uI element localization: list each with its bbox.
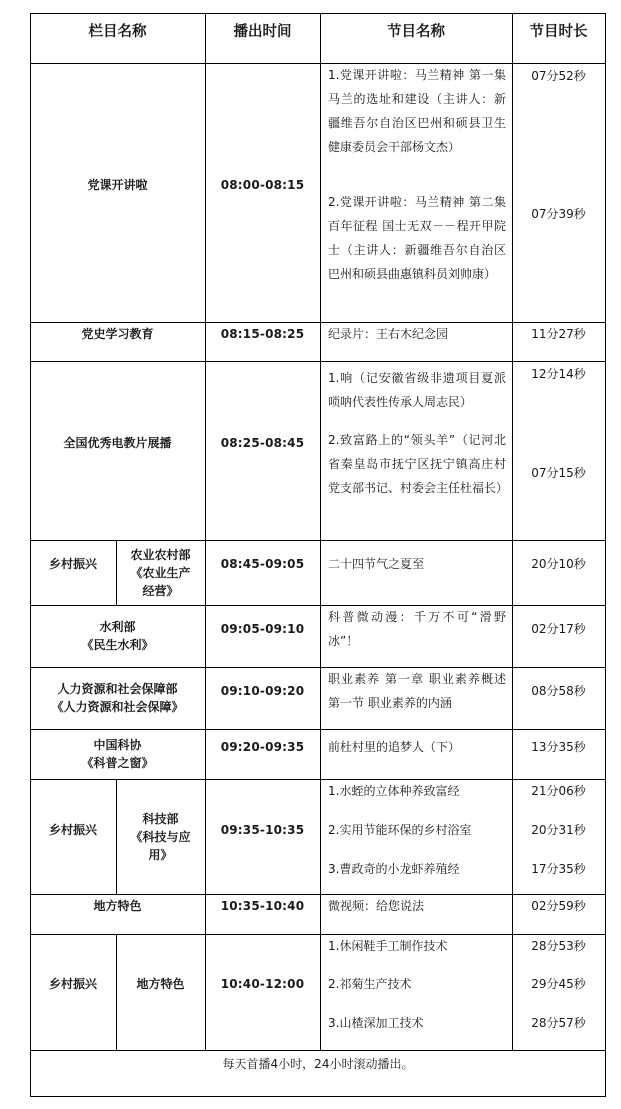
program-title: 3.曹政奇的小龙虾养殖经 [328, 862, 460, 876]
column-subname-line: 《科技与应 [130, 829, 191, 844]
column-name-line: 人力资源和社会保障部 [57, 682, 178, 696]
column-name: 党课开讲啦 [87, 178, 148, 192]
program-duration: 08分58秒 [531, 684, 586, 698]
header-program: 节目名称 [387, 24, 445, 40]
column-subname-line: 《农业生产 [130, 565, 191, 580]
column-name-line: 中国科协 [93, 738, 142, 752]
column-name [30, 667, 205, 729]
program-duration: 11分27秒 [531, 327, 586, 341]
column-subname: 地方特色 [136, 977, 185, 991]
column-name-line: 《民生水利》 [81, 638, 154, 652]
column-name-line: 《人力资源和社会保障》 [51, 700, 184, 714]
program-title: 二十四节气之夏至 [328, 557, 425, 571]
program-title: 微视频：给您说法 [328, 899, 425, 913]
air-time: 09:20-09:35 [220, 740, 305, 754]
column-name: 乡村振兴 [48, 977, 97, 991]
program-title: 1.党课开讲啦：马兰精神 第一集 马兰的选址和建设（主讲人：新疆维吾尔自治区巴州和硕县卫生健康委员会干部杨文杰） [328, 68, 506, 154]
program-duration: 12分14秒 [531, 367, 586, 381]
column-name: 乡村振兴 [48, 557, 97, 571]
column-subname-line: 用》 [148, 847, 173, 862]
column-subname-line: 农业农村部 [130, 547, 191, 562]
program-duration: 21分06秒 [531, 784, 586, 798]
program-duration: 20分10秒 [531, 557, 586, 571]
program-title: 前杜村里的追梦人（下） [328, 740, 461, 754]
program-title: 2.党课开讲啦：马兰精神 第二集 百年征程 国士无双－－程开甲院士（主讲人：新疆维吾尔自治区巴州和硕县曲惠镇科员刘帅康） [328, 195, 506, 281]
air-time: 08:15-08:25 [220, 327, 305, 341]
program-title: 2.实用节能环保的乡村浴室 [328, 823, 472, 837]
rule [320, 13, 321, 1051]
program-title: 1.水蛭的立体种养致富经 [328, 784, 460, 798]
program-duration: 29分45秒 [531, 977, 586, 991]
program-duration: 07分39秒 [531, 207, 586, 221]
air-time: 08:00-08:15 [220, 178, 305, 192]
program-title: 2.致富路上的“领头羊”（记河北省秦皇岛市抚宁区抚宁镇高庄村党支部书记、村委会主任杜福长） [328, 433, 509, 495]
air-time: 10:35-10:40 [220, 899, 305, 913]
header-duration: 节目时长 [529, 24, 588, 40]
column-name: 乡村振兴 [48, 823, 97, 837]
air-time: 10:40-12:00 [220, 977, 305, 991]
footer-note: 每天首播4小时，24小时滚动播出。 [222, 1057, 414, 1071]
column-name [30, 729, 205, 779]
program-duration: 17分35秒 [531, 862, 586, 876]
program-title: 2.祁菊生产技术 [328, 977, 412, 991]
program-title: 1.休闲鞋手工制作技术 [328, 939, 448, 953]
header-time: 播出时间 [233, 24, 292, 40]
rule [30, 1096, 606, 1097]
air-time: 09:10-09:20 [220, 684, 305, 698]
column-subname-line: 经营》 [142, 583, 179, 598]
program-duration: 28分53秒 [531, 939, 586, 953]
rule [605, 13, 606, 1097]
column-subname [116, 540, 205, 605]
column-name [30, 605, 205, 667]
air-time: 08:25-08:45 [220, 436, 305, 450]
header-column: 栏目名称 [88, 24, 147, 40]
program-title: 1.响（记安徽省级非遗项目夏派唢呐代表性传承人周志民） [328, 371, 506, 409]
air-time: 08:45-09:05 [220, 557, 305, 571]
column-name-line: 水利部 [99, 620, 136, 634]
program-title: 科普微动漫：千万不可“滑野冰”！ [328, 610, 506, 648]
program-title: 纪录片：王右木纪念园 [328, 327, 449, 341]
program-duration: 07分15秒 [531, 466, 586, 480]
program-duration: 02分17秒 [531, 622, 586, 636]
column-subname-line: 科技部 [142, 811, 179, 826]
column-name: 地方特色 [93, 899, 142, 913]
column-name: 党史学习教育 [81, 327, 154, 341]
air-time: 09:35-10:35 [220, 823, 305, 837]
program-duration: 02分59秒 [531, 899, 586, 913]
column-name-line: 《科普之窗》 [81, 756, 154, 770]
program-duration: 28分57秒 [531, 1016, 586, 1030]
program-duration: 13分35秒 [531, 740, 586, 754]
program-title: 职业素养 第一章 职业素养概述 第一节 职业素养的内涵 [328, 672, 506, 710]
column-subname [116, 779, 205, 894]
rule [30, 13, 606, 14]
air-time: 09:05-09:10 [220, 622, 305, 636]
program-title: 3.山楂深加工技术 [328, 1016, 424, 1030]
program-duration: 20分31秒 [531, 823, 586, 837]
column-name: 全国优秀电教片展播 [63, 436, 172, 450]
program-duration: 07分52秒 [531, 69, 586, 83]
